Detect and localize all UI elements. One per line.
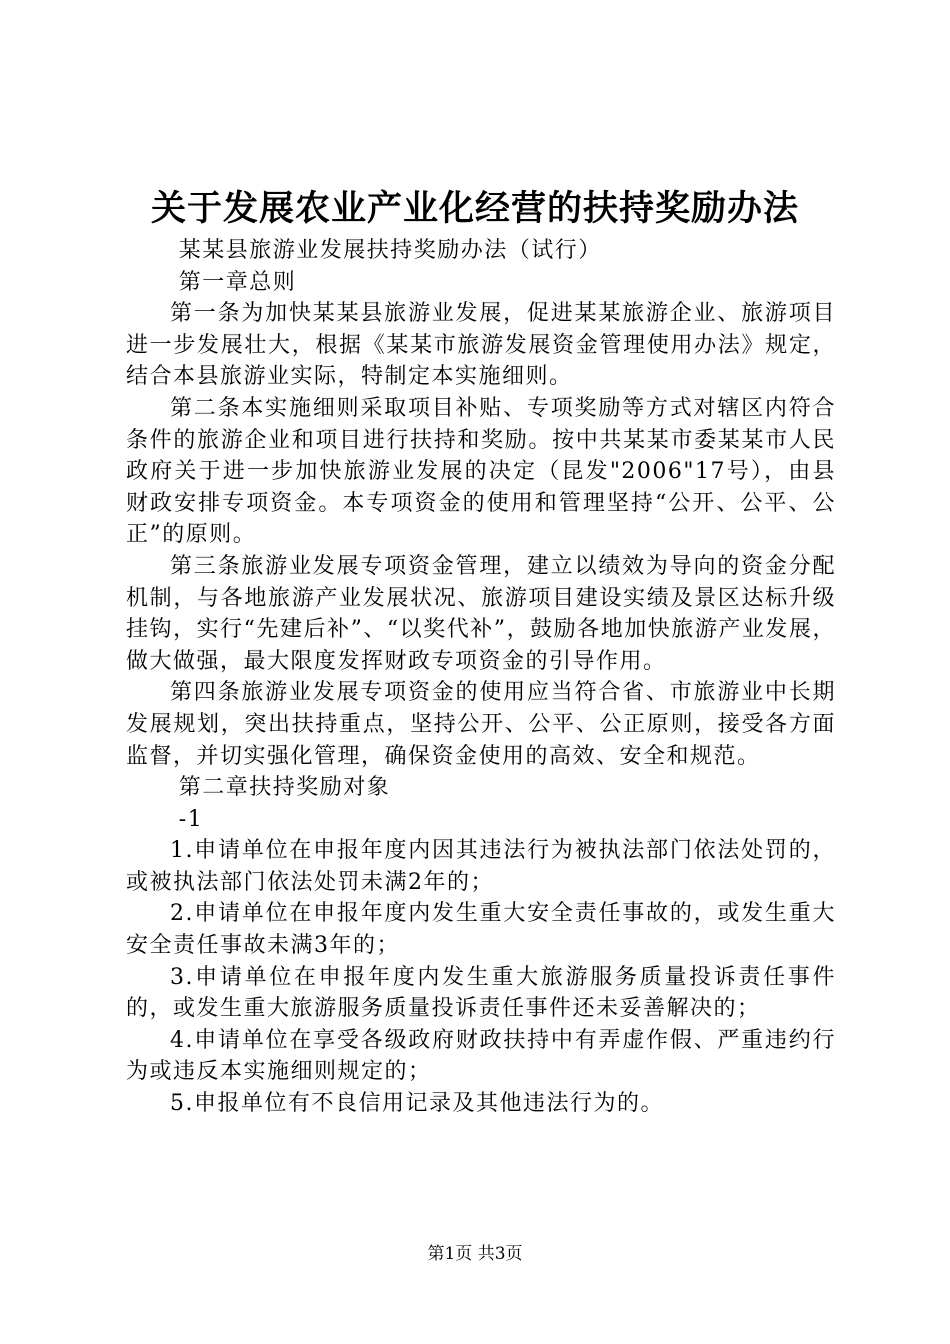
list-item: 4.申请单位在享受各级政府财政扶持中有弄虚作假、严重违约行为或违反本实施细则规定的； xyxy=(126,1027,836,1085)
document-body xyxy=(126,235,836,1120)
article-paragraph: 第二条本实施细则采取项目补贴、专项奖励等方式对辖区内符合条件的旅游企业和项目进行扶持和奖励。按中共某某市委某某市人民政府关于进一步加快旅游业发展的决定（昆发"2006"17号），由县财政安排专项资金。本专项资金的使用和管理坚持“公开、公平、公正”的原则。 xyxy=(126,395,836,548)
document-subtitle: 某某县旅游业发展扶持奖励办法（试行） xyxy=(178,238,602,263)
page-total: 共3页 xyxy=(477,1244,523,1264)
list-item: 1.申请单位在申报年度内因其违法行为被执法部门依法处罚的，或被执法部门依法处罚未满2年的； xyxy=(126,838,836,895)
article-paragraph: 第一条为加快某某县旅游业发展，促进某某旅游企业、旅游项目进一步发展壮大，根据《某某市旅游发展资金管理使用办法》规定，结合本县旅游业实际，特制定本实施细则。 xyxy=(126,301,836,390)
document-title: 关于发展农业产业化经营的扶持奖励办法 xyxy=(150,189,799,229)
list-item: 5.申报单位有不良信用记录及其他违法行为的。 xyxy=(170,1091,664,1117)
list-item: 2.申请单位在申报年度内发生重大安全责任事故的，或发生重大安全责任事故未满3年的； xyxy=(126,901,836,959)
article-paragraph: 第三条旅游业发展专项资金管理，建立以绩效为导向的资金分配机制，与各地旅游产业发展状况、旅游项目建设实绩及景区达标升级挂钩，实行“先建后补”、“以奖代补”，鼓励各地加快旅游产业发展，做大做强，最大限度发挥财政专项资金的引导作用。 xyxy=(126,553,836,674)
page-number: 第1页 xyxy=(427,1244,473,1264)
chapter-heading: 第一章总则 xyxy=(178,269,297,295)
article-paragraph: 第四条旅游业发展专项资金的使用应当符合省、市旅游业中长期发展规划，突出扶持重点，坚持公开、公平、公正原则，接受各方面监督，并切实强化管理，确保资金使用的高效、安全和规范。 xyxy=(126,680,836,769)
list-item: 3.申请单位在申报年度内发生重大旅游服务质量投诉责任事件的，或发生重大旅游服务质量投诉责任事件还未妥善解决的； xyxy=(126,964,836,1022)
list-marker: -1 xyxy=(178,806,204,832)
chapter-heading: 第二章扶持奖励对象 xyxy=(178,775,391,801)
page-footer xyxy=(0,1242,950,1266)
